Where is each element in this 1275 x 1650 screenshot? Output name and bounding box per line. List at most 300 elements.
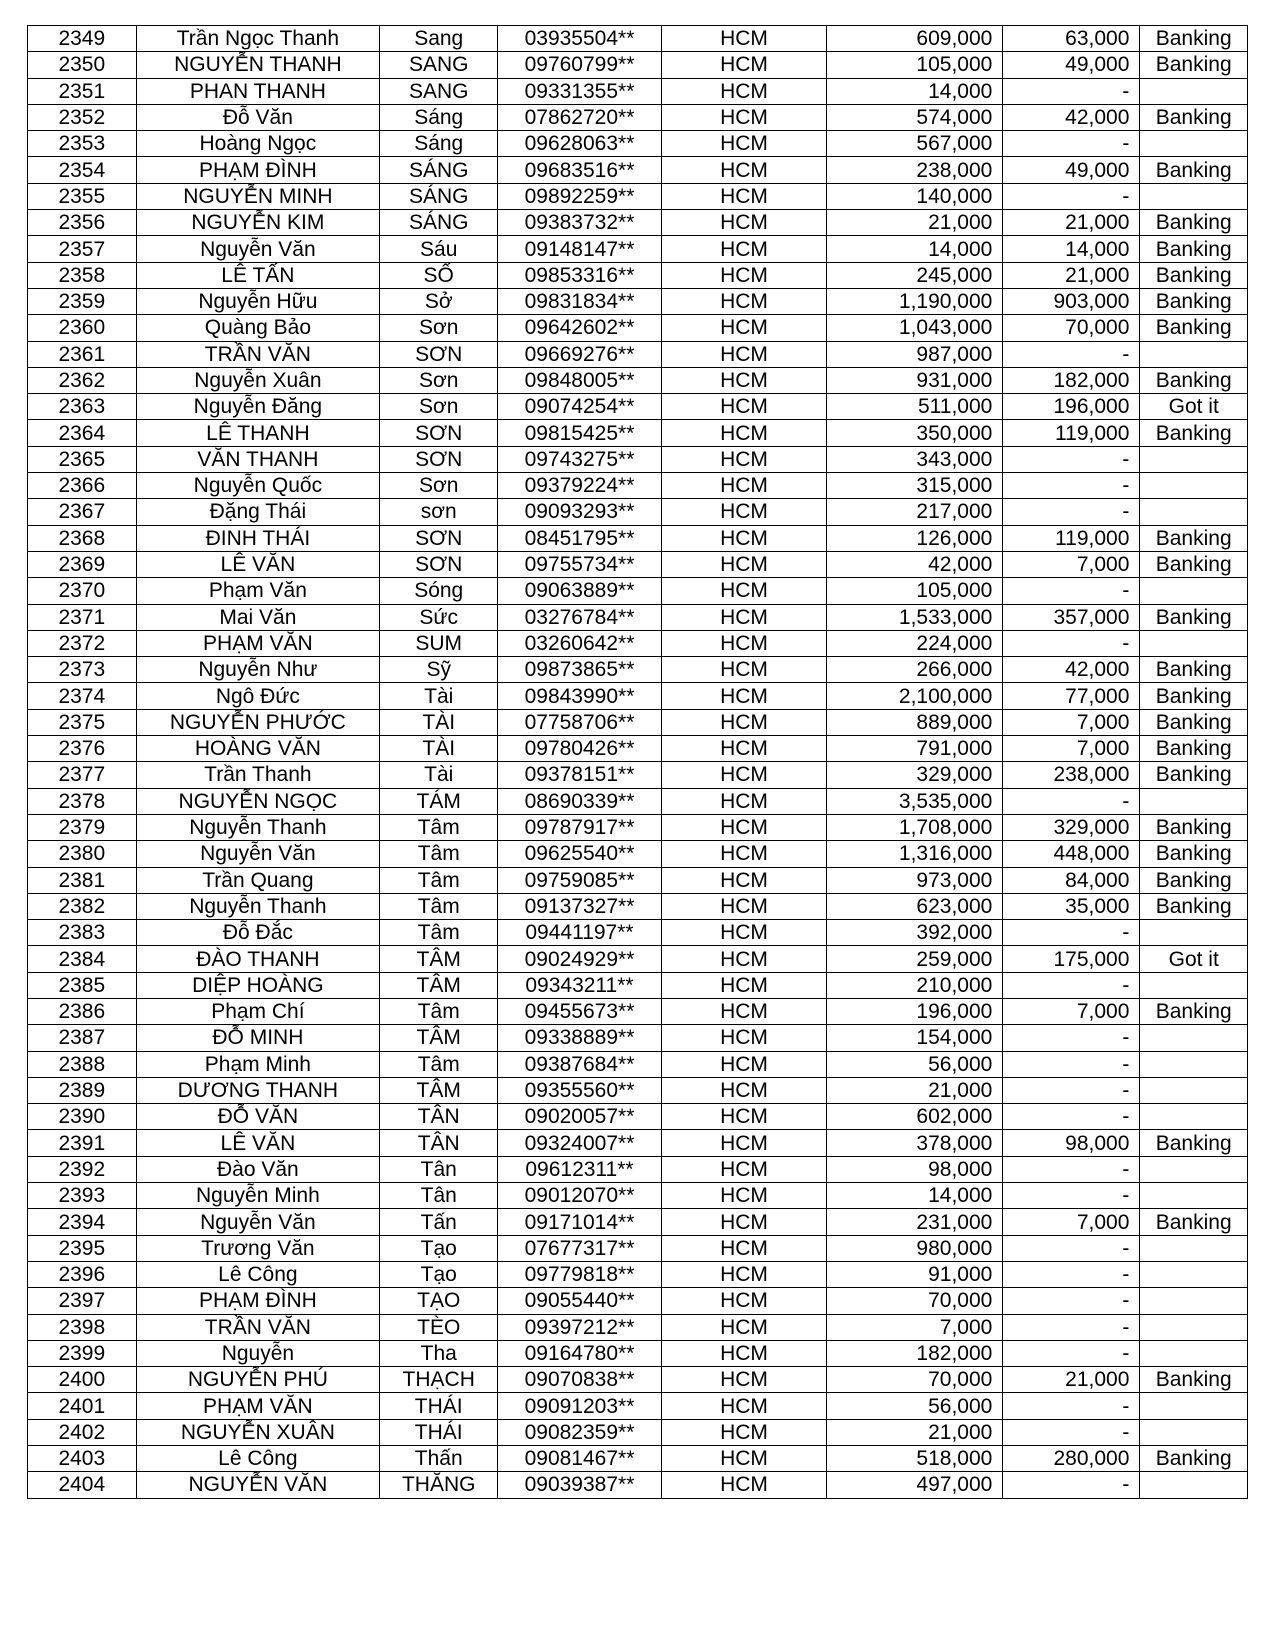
paid-amount-cell: 14,000 (1003, 236, 1140, 262)
city-cell: HCM (661, 315, 827, 341)
first-name-cell: THĂNG (380, 1472, 498, 1498)
table-row (28, 998, 1248, 1024)
amount-cell: 210,000 (827, 972, 1003, 998)
first-name-cell: Tâm (380, 867, 498, 893)
phone-cell: 09397212** (498, 1314, 661, 1340)
method-cell: Banking (1140, 841, 1248, 867)
city-cell: HCM (661, 814, 827, 840)
last-middle-name-cell: Trần Thanh (136, 762, 380, 788)
first-name-cell: sơn (380, 499, 498, 525)
first-name-cell: SƠN (380, 446, 498, 472)
phone-cell: 08690339** (498, 788, 661, 814)
table-row (28, 630, 1248, 656)
city-cell: HCM (661, 998, 827, 1024)
first-name-cell: SANG (380, 78, 498, 104)
last-middle-name-cell: Đặng Thái (136, 499, 380, 525)
method-cell: Banking (1140, 525, 1248, 551)
row-number-cell: 2381 (28, 867, 137, 893)
first-name-cell: TÂM (380, 972, 498, 998)
table-row (28, 1051, 1248, 1077)
method-cell: Banking (1140, 762, 1248, 788)
city-cell: HCM (661, 394, 827, 420)
phone-cell: 09379224** (498, 473, 661, 499)
first-name-cell: Tha (380, 1340, 498, 1366)
amount-cell: 602,000 (827, 1104, 1003, 1130)
table-row (28, 657, 1248, 683)
paid-amount-cell: 7,000 (1003, 1209, 1140, 1235)
phone-cell: 09148147** (498, 236, 661, 262)
paid-amount-cell: 448,000 (1003, 841, 1140, 867)
paid-amount-cell: - (1003, 183, 1140, 209)
table-row (28, 78, 1248, 104)
first-name-cell: Tâm (380, 841, 498, 867)
paid-amount-cell: 77,000 (1003, 683, 1140, 709)
paid-amount-cell: 35,000 (1003, 893, 1140, 919)
first-name-cell: Tài (380, 683, 498, 709)
paid-amount-cell: - (1003, 1025, 1140, 1051)
last-middle-name-cell: Nguyễn Văn (136, 1209, 380, 1235)
amount-cell: 266,000 (827, 657, 1003, 683)
city-cell: HCM (661, 893, 827, 919)
last-middle-name-cell: Trần Ngọc Thanh (136, 26, 380, 52)
amount-cell: 105,000 (827, 578, 1003, 604)
table-row (28, 920, 1248, 946)
first-name-cell: Tâm (380, 920, 498, 946)
row-number-cell: 2400 (28, 1367, 137, 1393)
method-cell (1140, 1314, 1248, 1340)
first-name-cell: Tâm (380, 998, 498, 1024)
amount-cell: 987,000 (827, 341, 1003, 367)
first-name-cell: TÂN (380, 1130, 498, 1156)
paid-amount-cell: - (1003, 972, 1140, 998)
last-middle-name-cell: ĐÀO THANH (136, 946, 380, 972)
last-middle-name-cell: LÊ THANH (136, 420, 380, 446)
paid-amount-cell: 21,000 (1003, 210, 1140, 236)
amount-cell: 1,316,000 (827, 841, 1003, 867)
city-cell: HCM (661, 1446, 827, 1472)
table-row (28, 1130, 1248, 1156)
first-name-cell: TÀI (380, 709, 498, 735)
phone-cell: 09020057** (498, 1104, 661, 1130)
table-row (28, 867, 1248, 893)
method-cell (1140, 972, 1248, 998)
first-name-cell: SỐ (380, 262, 498, 288)
city-cell: HCM (661, 236, 827, 262)
city-cell: HCM (661, 683, 827, 709)
method-cell: Banking (1140, 262, 1248, 288)
amount-cell: 196,000 (827, 998, 1003, 1024)
row-number-cell: 2404 (28, 1472, 137, 1498)
city-cell: HCM (661, 1209, 827, 1235)
first-name-cell: Sáu (380, 236, 498, 262)
last-middle-name-cell: Nguyễn Thanh (136, 893, 380, 919)
first-name-cell: Sơn (380, 367, 498, 393)
phone-cell: 09780426** (498, 736, 661, 762)
method-cell (1140, 131, 1248, 157)
paid-amount-cell: 182,000 (1003, 367, 1140, 393)
row-number-cell: 2375 (28, 709, 137, 735)
paid-amount-cell: - (1003, 1077, 1140, 1103)
row-number-cell: 2403 (28, 1446, 137, 1472)
amount-cell: 329,000 (827, 762, 1003, 788)
row-number-cell: 2393 (28, 1183, 137, 1209)
city-cell: HCM (661, 52, 827, 78)
table-row (28, 499, 1248, 525)
method-cell (1140, 1104, 1248, 1130)
paid-amount-cell: 21,000 (1003, 262, 1140, 288)
table-row (28, 1183, 1248, 1209)
row-number-cell: 2351 (28, 78, 137, 104)
row-number-cell: 2370 (28, 578, 137, 604)
phone-cell: 09164780** (498, 1340, 661, 1366)
amount-cell: 98,000 (827, 1156, 1003, 1182)
paid-amount-cell: 49,000 (1003, 157, 1140, 183)
phone-cell: 09039387** (498, 1472, 661, 1498)
city-cell: HCM (661, 1367, 827, 1393)
row-number-cell: 2355 (28, 183, 137, 209)
row-number-cell: 2390 (28, 1104, 137, 1130)
method-cell (1140, 473, 1248, 499)
phone-cell: 09331355** (498, 78, 661, 104)
method-cell: Banking (1140, 1209, 1248, 1235)
city-cell: HCM (661, 262, 827, 288)
table-row (28, 893, 1248, 919)
first-name-cell: SƠN (380, 525, 498, 551)
city-cell: HCM (661, 288, 827, 314)
phone-cell: 09070838** (498, 1367, 661, 1393)
table-row (28, 1472, 1248, 1498)
amount-cell: 343,000 (827, 446, 1003, 472)
method-cell (1140, 1156, 1248, 1182)
phone-cell: 07862720** (498, 104, 661, 130)
row-number-cell: 2396 (28, 1261, 137, 1287)
city-cell: HCM (661, 788, 827, 814)
table-row (28, 604, 1248, 630)
amount-cell: 56,000 (827, 1051, 1003, 1077)
row-number-cell: 2376 (28, 736, 137, 762)
amount-cell: 497,000 (827, 1472, 1003, 1498)
last-middle-name-cell: Nguyễn (136, 1340, 380, 1366)
amount-cell: 245,000 (827, 262, 1003, 288)
method-cell (1140, 1419, 1248, 1445)
method-cell: Banking (1140, 893, 1248, 919)
first-name-cell: SƠN (380, 551, 498, 577)
last-middle-name-cell: Nguyễn Xuân (136, 367, 380, 393)
last-middle-name-cell: Lê Công (136, 1446, 380, 1472)
table-row (28, 262, 1248, 288)
table-row (28, 972, 1248, 998)
method-cell: Banking (1140, 157, 1248, 183)
row-number-cell: 2363 (28, 394, 137, 420)
row-number-cell: 2361 (28, 341, 137, 367)
first-name-cell: Sức (380, 604, 498, 630)
last-middle-name-cell: ĐỖ MINH (136, 1025, 380, 1051)
paid-amount-cell: 357,000 (1003, 604, 1140, 630)
city-cell: HCM (661, 709, 827, 735)
city-cell: HCM (661, 499, 827, 525)
first-name-cell: TÂM (380, 946, 498, 972)
amount-cell: 3,535,000 (827, 788, 1003, 814)
phone-cell: 09628063** (498, 131, 661, 157)
paid-amount-cell: 238,000 (1003, 762, 1140, 788)
amount-cell: 91,000 (827, 1261, 1003, 1287)
city-cell: HCM (661, 946, 827, 972)
method-cell (1140, 1393, 1248, 1419)
first-name-cell: Tạo (380, 1235, 498, 1261)
row-number-cell: 2358 (28, 262, 137, 288)
table-row (28, 367, 1248, 393)
method-cell: Banking (1140, 52, 1248, 78)
last-middle-name-cell: Nguyễn Thanh (136, 814, 380, 840)
method-cell (1140, 1340, 1248, 1366)
table-row (28, 288, 1248, 314)
city-cell: HCM (661, 1051, 827, 1077)
method-cell (1140, 1235, 1248, 1261)
row-number-cell: 2386 (28, 998, 137, 1024)
first-name-cell: SANG (380, 52, 498, 78)
method-cell: Banking (1140, 551, 1248, 577)
paid-amount-cell: 280,000 (1003, 1446, 1140, 1472)
first-name-cell: TÈO (380, 1314, 498, 1340)
last-middle-name-cell: Nguyễn Đăng (136, 394, 380, 420)
paid-amount-cell: - (1003, 1051, 1140, 1077)
row-number-cell: 2374 (28, 683, 137, 709)
method-cell (1140, 341, 1248, 367)
amount-cell: 574,000 (827, 104, 1003, 130)
row-number-cell: 2369 (28, 551, 137, 577)
table-row (28, 762, 1248, 788)
city-cell: HCM (661, 1340, 827, 1366)
last-middle-name-cell: PHẠM ĐÌNH (136, 1288, 380, 1314)
last-middle-name-cell: PHẠM VĂN (136, 630, 380, 656)
amount-cell: 140,000 (827, 183, 1003, 209)
phone-cell: 09383732** (498, 210, 661, 236)
city-cell: HCM (661, 367, 827, 393)
paid-amount-cell: 196,000 (1003, 394, 1140, 420)
last-middle-name-cell: HOÀNG VĂN (136, 736, 380, 762)
row-number-cell: 2399 (28, 1340, 137, 1366)
paid-amount-cell: 7,000 (1003, 736, 1140, 762)
amount-cell: 224,000 (827, 630, 1003, 656)
city-cell: HCM (661, 1288, 827, 1314)
last-middle-name-cell: NGUYỄN KIM (136, 210, 380, 236)
row-number-cell: 2360 (28, 315, 137, 341)
first-name-cell: SÁNG (380, 183, 498, 209)
amount-cell: 623,000 (827, 893, 1003, 919)
city-cell: HCM (661, 157, 827, 183)
city-cell: HCM (661, 446, 827, 472)
paid-amount-cell: - (1003, 1288, 1140, 1314)
city-cell: HCM (661, 183, 827, 209)
row-number-cell: 2356 (28, 210, 137, 236)
paid-amount-cell: 21,000 (1003, 1367, 1140, 1393)
last-middle-name-cell: PHẠM VĂN (136, 1393, 380, 1419)
phone-cell: 07677317** (498, 1235, 661, 1261)
first-name-cell: TÂM (380, 1025, 498, 1051)
method-cell (1140, 630, 1248, 656)
method-cell (1140, 1288, 1248, 1314)
row-number-cell: 2378 (28, 788, 137, 814)
paid-amount-cell: - (1003, 1472, 1140, 1498)
paid-amount-cell: 175,000 (1003, 946, 1140, 972)
amount-cell: 56,000 (827, 1393, 1003, 1419)
table-row (28, 1261, 1248, 1287)
first-name-cell: SÁNG (380, 157, 498, 183)
method-cell: Got it (1140, 946, 1248, 972)
method-cell: Banking (1140, 657, 1248, 683)
phone-cell: 09755734** (498, 551, 661, 577)
table-row (28, 473, 1248, 499)
phone-cell: 09642602** (498, 315, 661, 341)
table-row (28, 1077, 1248, 1103)
table-row (28, 788, 1248, 814)
method-cell: Banking (1140, 26, 1248, 52)
last-middle-name-cell: NGUYỄN PHÚ (136, 1367, 380, 1393)
phone-cell: 09787917** (498, 814, 661, 840)
first-name-cell: SÁNG (380, 210, 498, 236)
first-name-cell: TÂN (380, 1104, 498, 1130)
row-number-cell: 2401 (28, 1393, 137, 1419)
table-row (28, 131, 1248, 157)
first-name-cell: Tâm (380, 814, 498, 840)
city-cell: HCM (661, 1235, 827, 1261)
phone-cell: 09343211** (498, 972, 661, 998)
amount-cell: 14,000 (827, 1183, 1003, 1209)
row-number-cell: 2365 (28, 446, 137, 472)
row-number-cell: 2368 (28, 525, 137, 551)
paid-amount-cell: 7,000 (1003, 551, 1140, 577)
method-cell (1140, 183, 1248, 209)
amount-cell: 238,000 (827, 157, 1003, 183)
method-cell: Banking (1140, 1130, 1248, 1156)
row-number-cell: 2380 (28, 841, 137, 867)
phone-cell: 09387684** (498, 1051, 661, 1077)
row-number-cell: 2364 (28, 420, 137, 446)
city-cell: HCM (661, 1261, 827, 1287)
table-row (28, 709, 1248, 735)
phone-cell: 09137327** (498, 893, 661, 919)
table-row (28, 1340, 1248, 1366)
paid-amount-cell: 7,000 (1003, 998, 1140, 1024)
phone-cell: 09873865** (498, 657, 661, 683)
first-name-cell: Sỹ (380, 657, 498, 683)
amount-cell: 70,000 (827, 1288, 1003, 1314)
method-cell: Banking (1140, 104, 1248, 130)
paid-amount-cell: 84,000 (1003, 867, 1140, 893)
method-cell: Banking (1140, 1446, 1248, 1472)
first-name-cell: Sơn (380, 315, 498, 341)
method-cell: Banking (1140, 420, 1248, 446)
paid-amount-cell: - (1003, 1104, 1140, 1130)
row-number-cell: 2357 (28, 236, 137, 262)
paid-amount-cell: 119,000 (1003, 525, 1140, 551)
last-middle-name-cell: NGUYỄN THANH (136, 52, 380, 78)
last-middle-name-cell: PHAN THANH (136, 78, 380, 104)
phone-cell: 08451795** (498, 525, 661, 551)
first-name-cell: SƠN (380, 420, 498, 446)
table-row (28, 1288, 1248, 1314)
method-cell: Banking (1140, 736, 1248, 762)
phone-cell: 09378151** (498, 762, 661, 788)
last-middle-name-cell: Hoàng Ngọc (136, 131, 380, 157)
city-cell: HCM (661, 210, 827, 236)
paid-amount-cell: 119,000 (1003, 420, 1140, 446)
paid-amount-cell: 98,000 (1003, 1130, 1140, 1156)
amount-cell: 70,000 (827, 1367, 1003, 1393)
phone-cell: 09355560** (498, 1077, 661, 1103)
last-middle-name-cell: TRẦN VĂN (136, 341, 380, 367)
paid-amount-cell: - (1003, 1340, 1140, 1366)
row-number-cell: 2367 (28, 499, 137, 525)
paid-amount-cell: - (1003, 920, 1140, 946)
amount-cell: 350,000 (827, 420, 1003, 446)
paid-amount-cell: - (1003, 446, 1140, 472)
phone-cell: 09743275** (498, 446, 661, 472)
row-number-cell: 2384 (28, 946, 137, 972)
table-row (28, 525, 1248, 551)
method-cell (1140, 78, 1248, 104)
table-body (28, 26, 1248, 1499)
first-name-cell: Sóng (380, 578, 498, 604)
row-number-cell: 2382 (28, 893, 137, 919)
phone-cell: 09612311** (498, 1156, 661, 1182)
city-cell: HCM (661, 1025, 827, 1051)
city-cell: HCM (661, 1472, 827, 1498)
last-middle-name-cell: NGUYỄN NGỌC (136, 788, 380, 814)
last-middle-name-cell: Nguyễn Như (136, 657, 380, 683)
amount-cell: 889,000 (827, 709, 1003, 735)
method-cell (1140, 1472, 1248, 1498)
city-cell: HCM (661, 1130, 827, 1156)
method-cell: Banking (1140, 1367, 1248, 1393)
row-number-cell: 2389 (28, 1077, 137, 1103)
amount-cell: 609,000 (827, 26, 1003, 52)
phone-cell: 09063889** (498, 578, 661, 604)
method-cell (1140, 446, 1248, 472)
phone-cell: 09892259** (498, 183, 661, 209)
phone-cell: 09831834** (498, 288, 661, 314)
first-name-cell: Tâm (380, 893, 498, 919)
city-cell: HCM (661, 841, 827, 867)
table-row (28, 578, 1248, 604)
last-middle-name-cell: ĐỖ VĂN (136, 1104, 380, 1130)
phone-cell: 09055440** (498, 1288, 661, 1314)
amount-cell: 315,000 (827, 473, 1003, 499)
row-number-cell: 2387 (28, 1025, 137, 1051)
last-middle-name-cell: LÊ VĂN (136, 551, 380, 577)
table-row (28, 1367, 1248, 1393)
method-cell: Banking (1140, 210, 1248, 236)
last-middle-name-cell: Ngô Đức (136, 683, 380, 709)
paid-amount-cell: 49,000 (1003, 52, 1140, 78)
table-row (28, 341, 1248, 367)
last-middle-name-cell: LÊ TẤN (136, 262, 380, 288)
city-cell: HCM (661, 604, 827, 630)
city-cell: HCM (661, 420, 827, 446)
city-cell: HCM (661, 1077, 827, 1103)
first-name-cell: THẠCH (380, 1367, 498, 1393)
last-middle-name-cell: NGUYỄN MINH (136, 183, 380, 209)
city-cell: HCM (661, 551, 827, 577)
last-middle-name-cell: Đỗ Đắc (136, 920, 380, 946)
phone-cell: 09074254** (498, 394, 661, 420)
amount-cell: 1,708,000 (827, 814, 1003, 840)
method-cell (1140, 920, 1248, 946)
last-middle-name-cell: Đỗ Văn (136, 104, 380, 130)
city-cell: HCM (661, 630, 827, 656)
city-cell: HCM (661, 867, 827, 893)
last-middle-name-cell: Đào Văn (136, 1156, 380, 1182)
